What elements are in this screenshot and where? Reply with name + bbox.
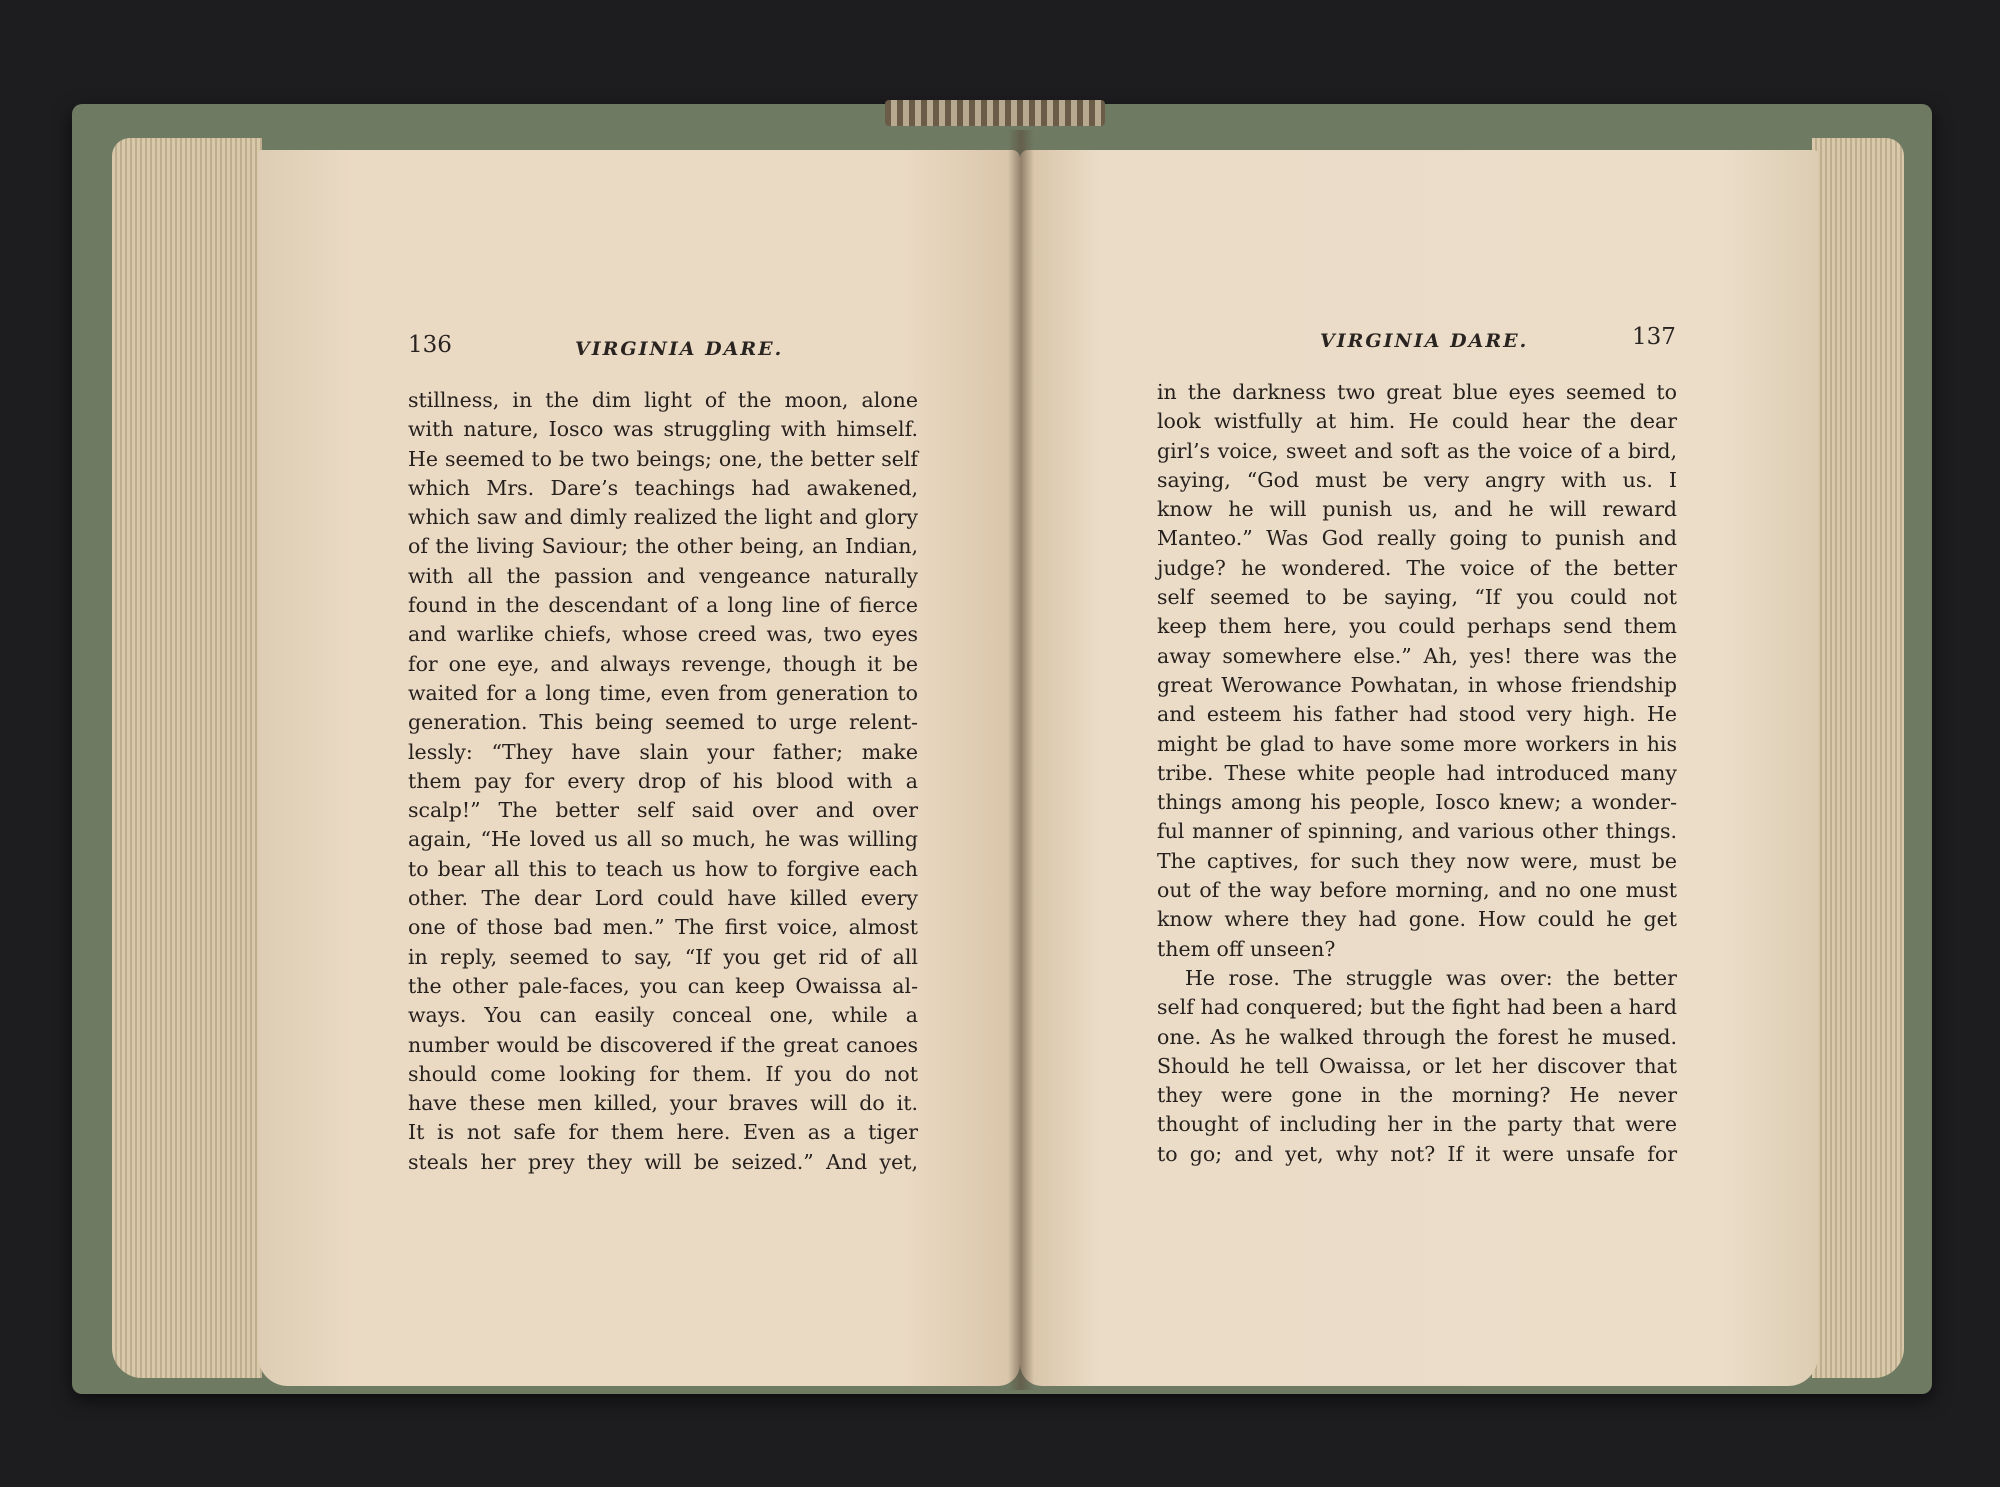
text-line: them off unseen? <box>1157 936 1336 961</box>
text-line: which Mrs. Dare’s teachings had awakened, <box>408 475 918 500</box>
text-line: It is not safe for them here. Even as a tiger <box>408 1120 918 1145</box>
text-line: know where they had gone. How could he get <box>1157 907 1677 932</box>
text-line: Manteo.” Was God really going to punish and <box>1157 526 1677 551</box>
text-line: with nature, Iosco was struggling with himself. <box>408 417 918 442</box>
left-page <box>258 150 1020 1386</box>
right-page-edges <box>1812 138 1904 1378</box>
text-line: them pay for every drop of his blood with a <box>408 768 918 793</box>
running-head-title: VIRGINIA DARE. <box>575 338 784 360</box>
text-line: again, “He loved us all so much, he was willing <box>408 827 918 852</box>
text-line: stillness, in the dim light of the moon, alone <box>408 388 918 412</box>
text-line: they were gone in the morning? He never <box>1157 1083 1677 1108</box>
left-page-text <box>408 386 918 1177</box>
text-line: He rose. The struggle was over: the better <box>1185 965 1677 990</box>
text-line: in the darkness two great blue eyes seemed to <box>1157 380 1677 404</box>
text-line: in reply, seemed to say, “If you get rid of all <box>408 944 918 969</box>
text-line: and esteem his father had stood very high. He <box>1157 702 1677 727</box>
text-line: out of the way before morning, and no one must <box>1157 878 1677 903</box>
text-line: Should he tell Owaissa, or let her discover that <box>1157 1053 1677 1078</box>
text-line: look wistfully at him. He could hear the dear <box>1157 409 1677 434</box>
left-page-edges <box>112 138 262 1378</box>
text-line: generation. This being seemed to urge relent- <box>408 710 918 735</box>
text-line: thought of including her in the party that were <box>1157 1112 1677 1137</box>
text-line: to go; and yet, why not? If it were unsafe for <box>1157 1141 1677 1166</box>
text-line: scalp!” The better self said over and over <box>408 798 918 823</box>
text-line: The captives, for such they now were, must be <box>1157 848 1677 873</box>
left-page-number <box>408 332 452 358</box>
text-line: ways. You can easily conceal one, while a <box>408 1003 918 1028</box>
text-line: might be glad to have some more workers in his <box>1157 731 1677 756</box>
left-running-head <box>575 336 783 360</box>
text-line: which saw and dimly realized the light and glory <box>408 505 918 530</box>
text-line: for one eye, and always revenge, though it be <box>408 651 918 676</box>
text-line: other. The dear Lord could have killed every <box>408 886 918 911</box>
text-line: have these men killed, your braves will do it. <box>408 1091 918 1116</box>
text-line: saying, “God must be very angry with us. I <box>1157 467 1677 492</box>
right-page <box>1020 150 1818 1386</box>
book-gutter <box>1008 130 1034 1390</box>
text-line: He seemed to be two beings; one, the better self <box>408 446 918 471</box>
book-spine-top <box>885 100 1105 126</box>
page-number-137: 137 <box>1632 324 1676 350</box>
running-head-title: VIRGINIA DARE. <box>1320 330 1529 352</box>
text-line: and warlike chiefs, whose creed was, two eyes <box>408 622 918 647</box>
text-line: the other pale-faces, you can keep Owaissa al- <box>408 973 918 998</box>
text-line: waited for a long time, even from generation to <box>408 680 918 705</box>
text-line: things among his people, Iosco knew; a wonder- <box>1157 790 1677 815</box>
text-line: one. As he walked through the forest he mused. <box>1157 1024 1677 1049</box>
text-line: of the living Saviour; the other being, an Indian, <box>408 534 918 559</box>
text-line: found in the descendant of a long line of fierce <box>408 593 918 618</box>
text-line: away somewhere else.” Ah, yes! there was the <box>1157 643 1677 668</box>
text-line: great Werowance Powhatan, in whose friendship <box>1157 672 1677 697</box>
right-page-text <box>1157 378 1677 1169</box>
text-line: steals her prey they will be seized.” And yet, <box>408 1149 918 1174</box>
text-line: self had conquered; but the fight had been a hard <box>1157 995 1677 1020</box>
text-line: number would be discovered if the great canoes <box>408 1032 918 1057</box>
text-line: keep them here, you could perhaps send them <box>1157 614 1677 639</box>
text-line: ful manner of spinning, and various other things. <box>1157 819 1677 844</box>
text-line: know he will punish us, and he will reward <box>1157 497 1677 522</box>
page-number-136: 136 <box>408 332 452 358</box>
text-line: lessly: “They have slain your father; make <box>408 739 918 764</box>
right-page-number <box>1632 324 1676 350</box>
text-line: with all the passion and vengeance naturally <box>408 563 918 588</box>
text-line: should come looking for them. If you do not <box>408 1061 918 1086</box>
text-line: girl’s voice, sweet and soft as the voice of a bird, <box>1157 438 1677 463</box>
text-line: tribe. These white people had introduced many <box>1157 760 1677 785</box>
text-line: to bear all this to teach us how to forgive each <box>408 856 918 881</box>
text-line: self seemed to be saying, “If you could not <box>1157 585 1677 610</box>
right-running-head <box>1320 328 1528 352</box>
text-line: judge? he wondered. The voice of the better <box>1157 555 1677 580</box>
text-line: one of those bad men.” The first voice, almost <box>408 915 918 940</box>
